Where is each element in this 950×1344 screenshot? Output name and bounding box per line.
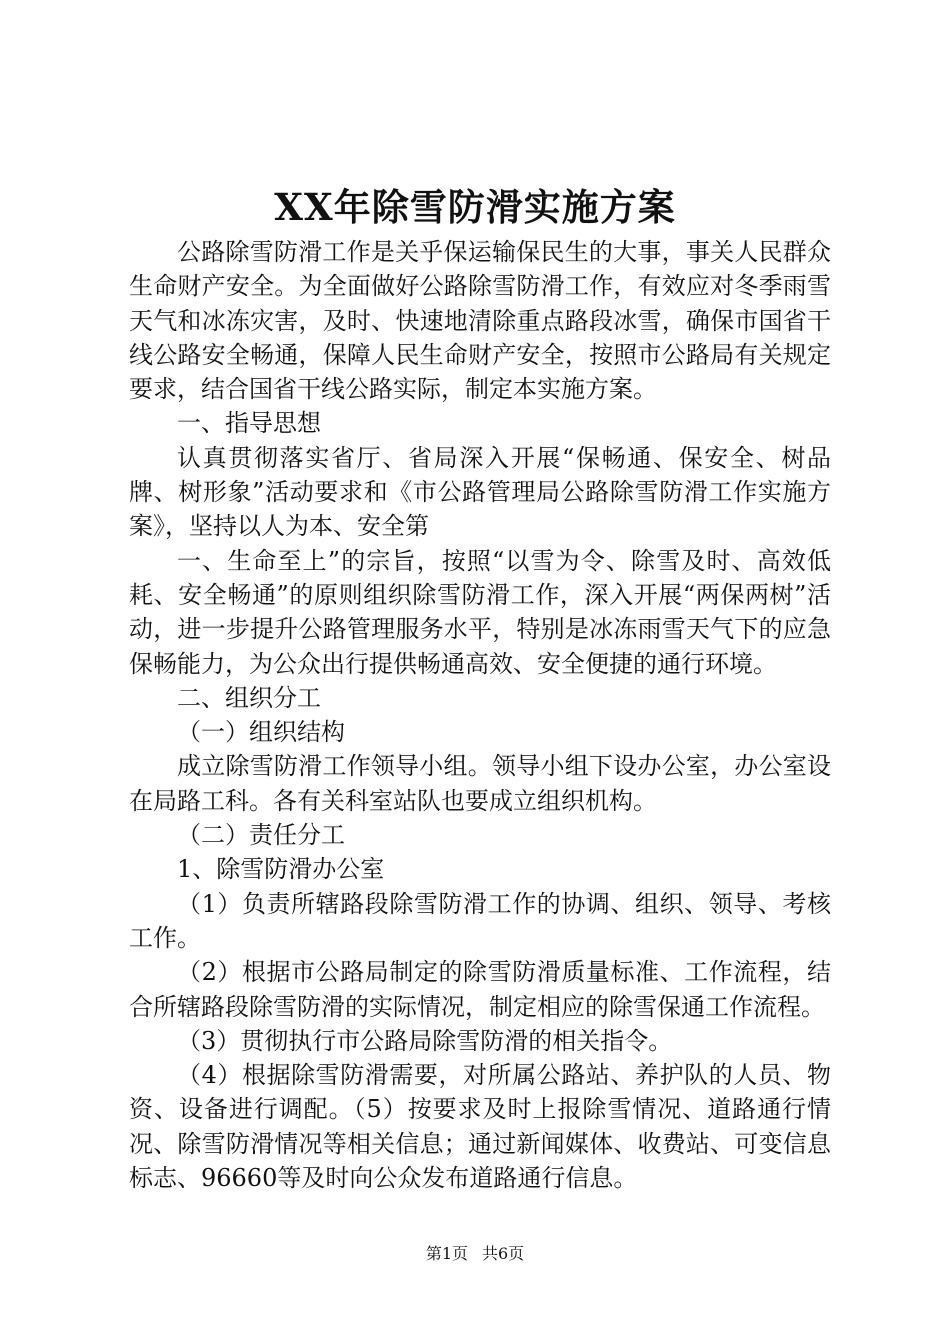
section-heading-organization: 二、组织分工 <box>177 683 321 712</box>
subsection-heading-structure: （一）组织结构 <box>177 718 345 747</box>
structure-paragraph: 成立除雪防滑工作领导小组。领导小组下设办公室，办公室设在局路工科。各有关科室站队也要成立组织机构。 <box>129 752 831 815</box>
guiding-ideology-continued-paragraph: 一、生命至上”的宗旨，按照“以雪为令、除雪及时、高效低耗、安全畅通”的原则组织除雪防滑工作，深入开展“两保两树”活动，进一步提升公路管理服务水平，特别是冰冻雨雪天气下的应急保畅能力，为公众出行提供畅通高效、安全便捷的通行环境。 <box>129 546 831 678</box>
page-number: 第1页 <box>425 1244 468 1263</box>
page-footer <box>0 1243 950 1265</box>
document-title: XX年除雪防滑实施方案 <box>274 185 676 229</box>
list-item: （4）根据除雪防滑需要，对所属公路站、养护队的人员、物资、设备进行调配。（5）按要求及时上报除雪情况、道路通行情况、除雪防滑情况等相关信息；通过新闻媒体、收费站、可变信息标志、96660等及时向公众发布道路通行信息。 <box>129 1061 831 1193</box>
page-total: 共6页 <box>482 1244 525 1263</box>
section-heading-guiding-ideology: 一、指导思想 <box>177 409 321 438</box>
list-item: （2）根据市公路局制定的除雪防滑质量标准、工作流程，结合所辖路段除雪防滑的实际情况，制定相应的除雪保通工作流程。 <box>129 958 831 1021</box>
subsection-heading-responsibilities: （二）责任分工 <box>177 821 345 850</box>
list-item: （1）负责所辖路段除雪防滑工作的协调、组织、领导、考核工作。 <box>129 889 831 952</box>
item-heading-office: 1、除雪防滑办公室 <box>177 855 385 884</box>
intro-paragraph: 公路除雪防滑工作是关乎保运输保民生的大事，事关人民群众生命财产安全。为全面做好公路除雪防滑工作，有效应对冬季雨雪天气和冰冻灾害，及时、快速地清除重点路段冰雪，确保市国省干线公路安全畅通，保障人民生命财产安全，按照市公路局有关规定要求，结合国省干线公路实际，制定本实施方案。 <box>129 238 831 404</box>
guiding-ideology-paragraph: 认真贯彻落实省厅、省局深入开展“保畅通、保安全、树品牌、树形象”活动要求和《市公路管理局公路除雪防滑工作实施方案》，坚持以人为本、安全第 <box>129 443 831 541</box>
list-item: （3）贯彻执行市公路局除雪防滑的相关指令。 <box>177 1026 673 1055</box>
document-body <box>129 235 831 1195</box>
